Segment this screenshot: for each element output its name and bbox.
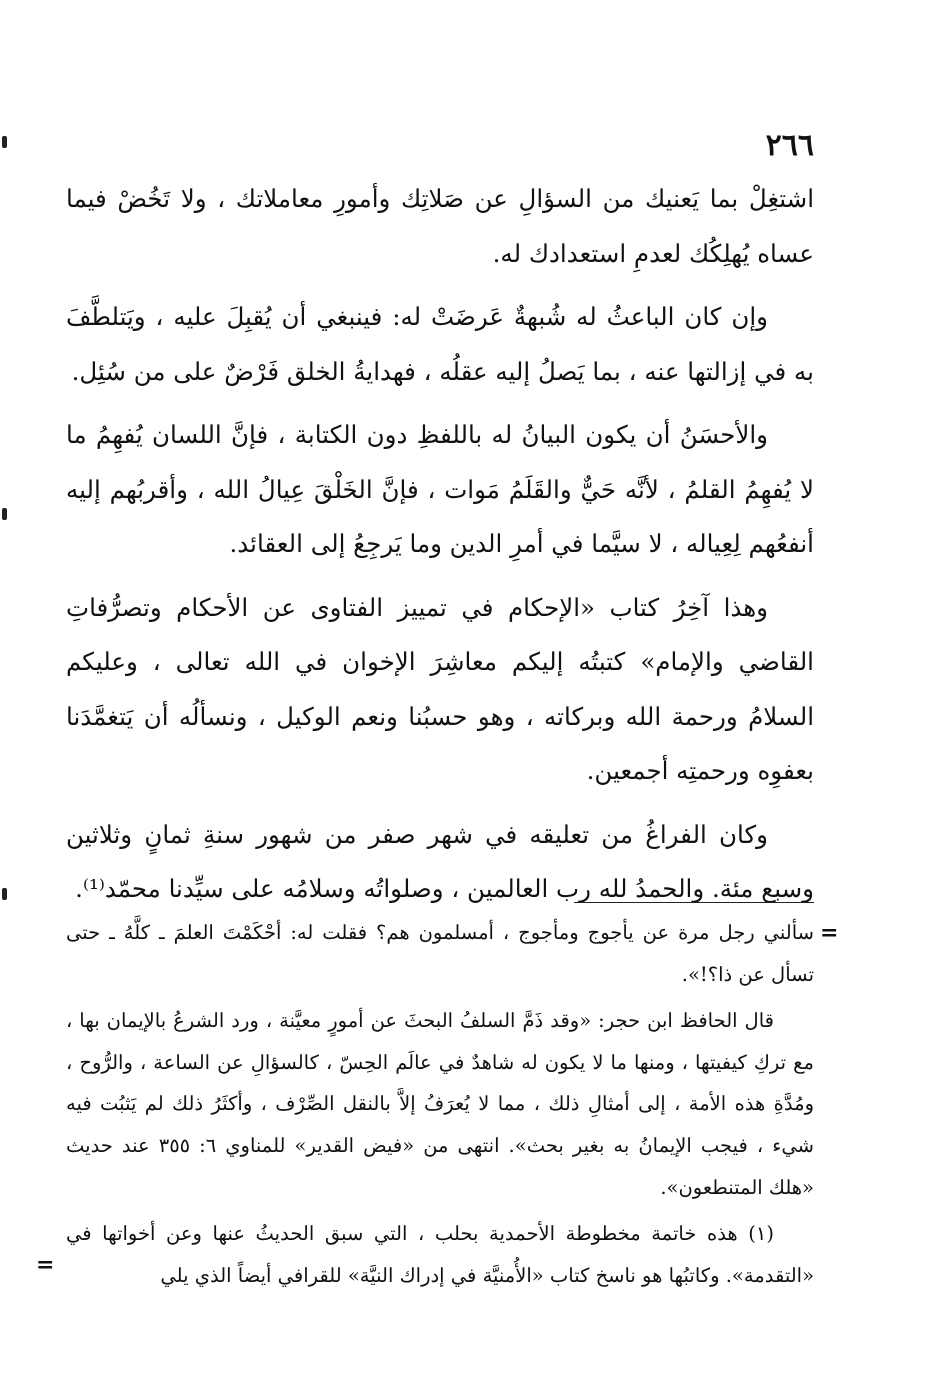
body-paragraph: والأحسَنُ أن يكون البيانُ له باللفظِ دون الكتابة ، فإنَّ اللسان يُفهِمُ ما لا يُفهِمُ القلمُ ، لأنَّه حَيٌّ والقَلَمُ مَوات ، فإنَّ الخَلْقَ عِيالُ الله ، وأقربُهم إليه أنفعُهم لِعِياله ، لا سيَّما في أمرِ الدين وما يَرجِعُ إلى العقائد. bbox=[66, 420, 814, 558]
margin-mark bbox=[2, 888, 7, 900]
margin-mark bbox=[2, 508, 7, 520]
footnote-separator bbox=[574, 902, 814, 903]
footnote-continuation-marker: = bbox=[820, 920, 839, 946]
footnote-1: (١) هذه خاتمة مخطوطة الأحمدية بحلب ، التي سبق الحديثُ عنها وعن أخواتها في «التقدمة». وكاتبُها هو ناسخ كتاب «الأُمنيَّة في إدراك النيَّة» للقرافي أيضاً الذي يلي bbox=[66, 1222, 814, 1287]
footnote-continued-text: سألني رجل مرة عن يأجوج ومأجوج ، أمسلمون هم؟ فقلت له: أحْكَمْتَ العلمَ ـ كلَّهُ ـ حتى تسأل عن ذا؟!». bbox=[66, 921, 814, 986]
body-paragraph: اشتغِلْ بما يَعنيك من السؤالِ عن صَلاتِك وأمورِ معاملاتك ، ولا تَخُضْ فيما عساه يُهلِكُك لعدمِ استعدادك له. bbox=[66, 184, 814, 268]
body-paragraph: وإن كان الباعثُ له شُبهةٌ عَرضَتْ له: فينبغي أن يُقبِلَ عليه ، ويَتلطَّفَ به في إزالتها عنه ، بما يَصلُ إليه عقلُه ، فهدايةُ الخلق فَرْضٌ على من سُئِل. bbox=[66, 302, 814, 386]
margin-mark bbox=[2, 136, 7, 148]
footnotes bbox=[66, 912, 814, 1301]
main-body bbox=[66, 172, 814, 926]
footnote-end-marker: = bbox=[36, 1252, 55, 1278]
body-paragraph: وكان الفراغُ من تعليقه في شهر صفر من شهور سنةِ ثمانٍ وثلاثين وسبع مئة. والحمدُ لله رب العالمين ، وصلواتُه وسلامُه على سيِّدنا محمّد⁽¹⁾. bbox=[66, 819, 814, 903]
footnote-quote: قال الحافظ ابن حجر: «وقد ذَمَّ السلفُ البحثَ عن أمورٍ معيَّنة ، ورد الشرعُ بالإيمان بها ، مع تركِ كيفيتها ، ومنها ما لا يكون له شاهدٌ في عالَم الحِسّ ، كالسؤالِ عن الساعة ، والرُّوح ، ومُدَّةِ هذه الأمة ، إلى أمثالِ ذلك ، مما لا يُعرَفُ إلاَّ بالنقل الصِّرْف ، وأكثَرُ ذلك لم يَثبُت فيه شيء ، فيجب الإيمانُ به بغير بحث». انتهى من «فيض القدير» للمناوي ٦: ٣٥٥ عند حديث «هلك المتنطعون». bbox=[66, 1009, 814, 1199]
page-number: ٢٦٦ bbox=[765, 128, 814, 163]
body-paragraph: وهذا آخِرُ كتاب «الإحكام في تمييز الفتاوى عن الأحكام وتصرُّفاتِ القاضي والإمام» كتبتُه إليكم معاشِرَ الإخوان في الله تعالى ، وعليكم السلامُ ورحمة الله وبركاته ، وهو حسبُنا ونعم الوكيل ، ونسألُه أن يَتغمَّدَنا بعفوِه ورحمتِه أجمعين. bbox=[66, 592, 814, 785]
